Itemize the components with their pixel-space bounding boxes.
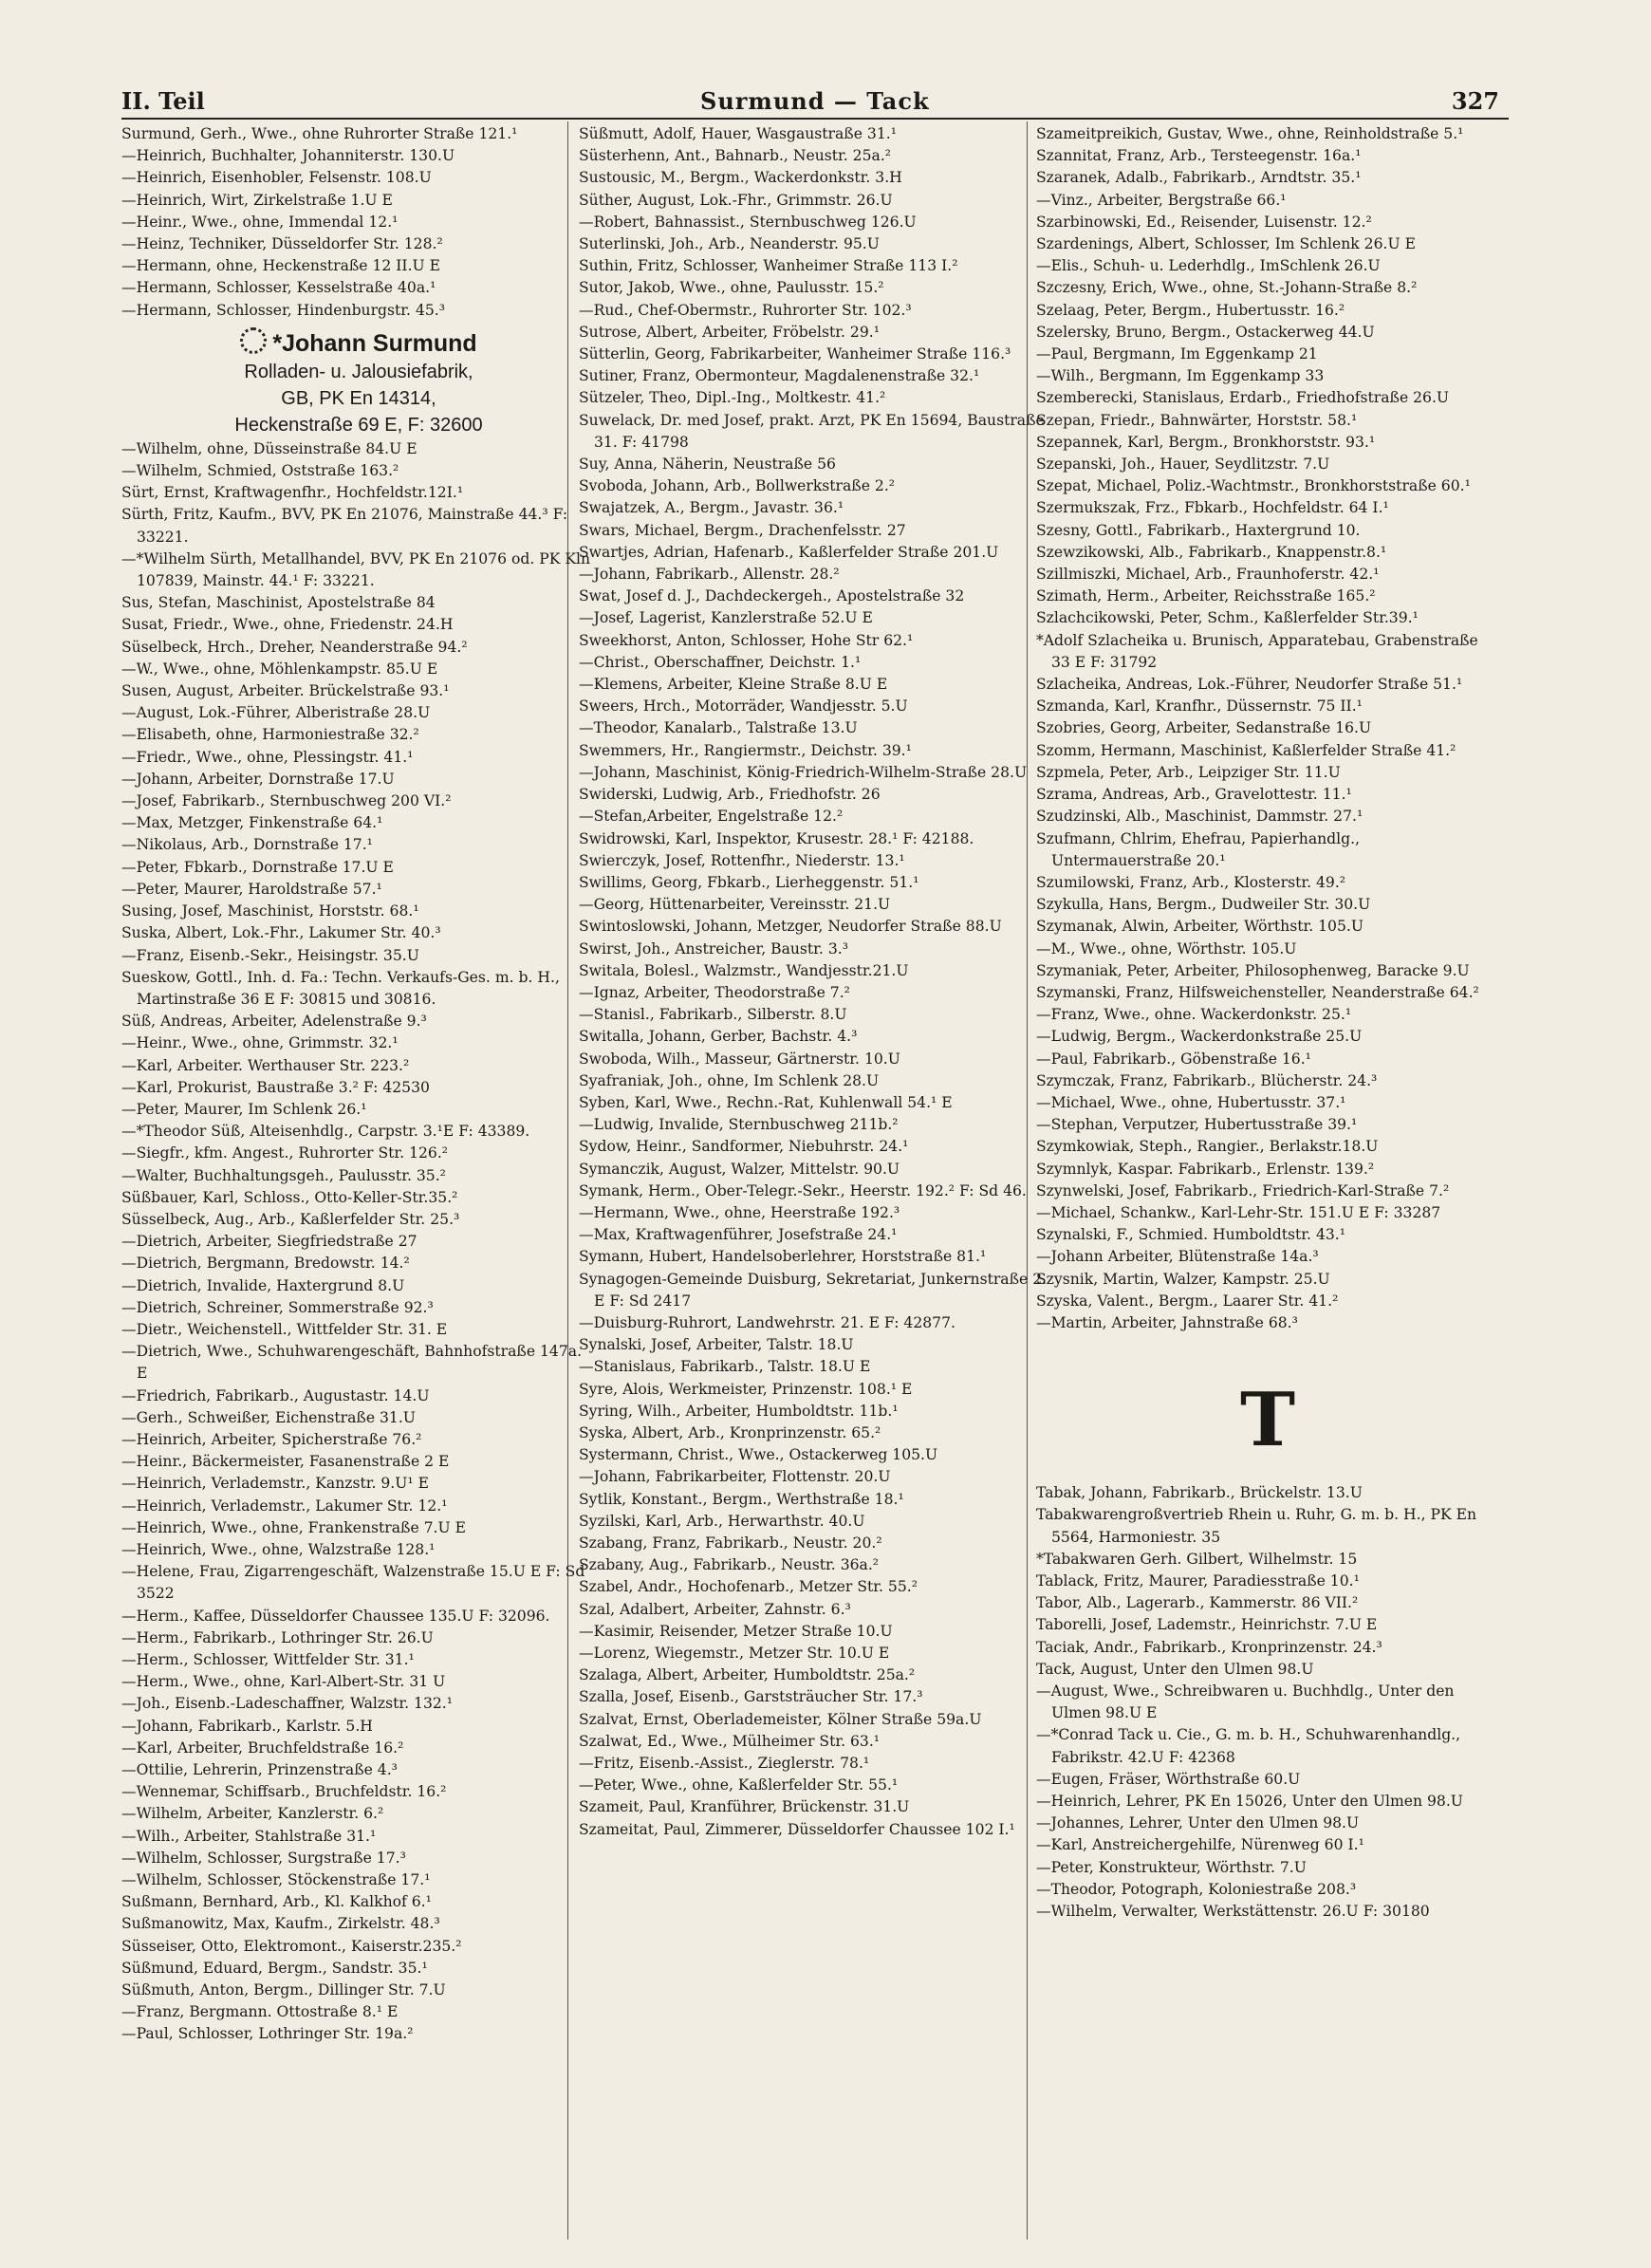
directory-entry: —Heinrich, Eisenhobler, Felsenstr. 108.U — [121, 169, 432, 187]
directory-entry: —M., Wwe., ohne, Wörthstr. 105.U — [1036, 939, 1297, 957]
directory-entry: Sutrose, Albert, Arbeiter, Fröbelstr. 29.¹ — [579, 323, 880, 341]
directory-entry: —Wilh., Bergmann, Im Eggenkamp 33 — [1036, 367, 1325, 385]
advertisement — [121, 327, 596, 438]
directory-entry: Tabakwarengroßvertrieb Rhein u. Ruhr, G. m. b. H., PK En 5564, Harmoniestr. 35 — [1036, 1506, 1477, 1546]
directory-entry: —Theodor, Kanalarb., Talstraße 13.U — [579, 719, 858, 737]
directory-entry: Swoboda, Wilh., Masseur, Gärtnerstr. 10.U — [579, 1050, 900, 1068]
directory-entry: Szobries, Georg, Arbeiter, Sedanstraße 16.U — [1036, 719, 1372, 737]
column-1-entries — [121, 438, 596, 2046]
directory-entry: Svoboda, Johann, Arb., Bollwerkstraße 2.² — [579, 477, 896, 495]
directory-entry: Susing, Josef, Maschinist, Horststr. 68.¹ — [121, 902, 419, 920]
directory-entry: Szlacheika, Andreas, Lok.-Führer, Neudorfer Straße 51.¹ — [1036, 676, 1463, 694]
directory-entry: Tack, August, Unter den Ulmen 98.U — [1036, 1660, 1314, 1678]
directory-entry: Synalski, Josef, Arbeiter, Talstr. 18.U — [579, 1336, 854, 1354]
directory-entry: —Elis., Schuh- u. Lederhdlg., ImSchlenk 26.U — [1036, 257, 1381, 275]
directory-entry: —Johann, Fabrikarb., Allenstr. 28.² — [579, 566, 840, 584]
directory-entry: —Stephan, Verputzer, Hubertusstraße 39.¹ — [1036, 1116, 1358, 1134]
directory-entry: Swat, Josef d. J., Dachdeckergeh., Apostelstraße 32 — [579, 587, 965, 605]
directory-entry: Sutor, Jakob, Wwe., ohne, Paulusstr. 15.² — [579, 279, 884, 297]
directory-entry: Swemmers, Hr., Rangiermstr., Deichstr. 39.¹ — [579, 741, 912, 759]
directory-entry: —Peter, Fbkarb., Dornstraße 17.U E — [121, 858, 394, 876]
part-label: II. Teil — [121, 87, 205, 115]
directory-entry: Szymczak, Franz, Fabrikarb., Blücherstr. 24.³ — [1036, 1071, 1378, 1089]
directory-entry: —Paul, Fabrikarb., Göbenstraße 16.¹ — [1036, 1050, 1311, 1068]
directory-entry: Sytlik, Konstant., Bergm., Werthstraße 18.¹ — [579, 1490, 904, 1508]
directory-entry: Szmanda, Karl, Kranfhr., Düssernstr. 75 II.¹ — [1036, 697, 1363, 716]
directory-entry: Szymanak, Alwin, Arbeiter, Wörthstr. 105.U — [1036, 918, 1364, 936]
directory-entry: —Heinr., Wwe., ohne, Grimmstr. 32.¹ — [121, 1034, 399, 1052]
directory-entry: —Franz, Eisenb.-Sekr., Heisingstr. 35.U — [121, 946, 419, 964]
directory-entry: Sußmanowitz, Max, Kaufm., Zirkelstr. 48.³ — [121, 1915, 440, 1933]
directory-entry: —Paul, Bergmann, Im Eggenkamp 21 — [1036, 345, 1318, 363]
directory-entry: —Johann, Fabrikarbeiter, Flottenstr. 20.U — [579, 1468, 891, 1486]
directory-entry: —W., Wwe., ohne, Möhlenkampstr. 85.U E — [121, 660, 438, 678]
directory-entry: —Johann, Arbeiter, Dornstraße 17.U — [121, 770, 395, 788]
directory-entry: Szomm, Hermann, Maschinist, Kaßlerfelder Straße 41.² — [1036, 741, 1456, 759]
directory-entry: Szalla, Josef, Eisenb., Garststräucher Str. 17.³ — [579, 1688, 923, 1706]
directory-entry: —Nikolaus, Arb., Dornstraße 17.¹ — [121, 836, 373, 854]
directory-entry: Szepannek, Karl, Bergm., Bronkhorststr. 93.¹ — [1036, 433, 1376, 451]
directory-entry: —Stanisl., Fabrikarb., Silberstr. 8.U — [579, 1006, 847, 1024]
directory-entry: Syre, Alois, Werkmeister, Prinzenstr. 108.¹ E — [579, 1380, 913, 1398]
directory-entry: —Herm., Schlosser, Wittfelder Str. 31.¹ — [121, 1651, 415, 1668]
gear-logo-icon — [240, 327, 267, 354]
directory-entry: Swidrowski, Karl, Inspektor, Krusestr. 28.¹ F: 42188. — [579, 829, 974, 847]
directory-entry: —Rud., Chef-Obermstr., Ruhrorter Str. 102.³ — [579, 301, 912, 319]
directory-entry: —Johann, Fabrikarb., Karlstr. 5.H — [121, 1717, 373, 1735]
directory-entry: Sußmann, Bernhard, Arb., Kl. Kalkhof 6.¹ — [121, 1893, 432, 1911]
directory-entry: Szepan, Friedr., Bahnwärter, Horststr. 58.¹ — [1036, 411, 1358, 429]
ad-line-1: Rolladen- u. Jalousiefabrik, — [244, 361, 473, 382]
directory-entry: Szufmann, Chlrim, Ehefrau, Papierhandlg., Untermauerstraße 20.¹ — [1036, 829, 1361, 869]
directory-entry: —Peter, Maurer, Im Schlenk 26.¹ — [121, 1100, 367, 1118]
directory-entry: —Ludwig, Bergm., Wackerdonkstraße 25.U — [1036, 1028, 1363, 1046]
column-2-entries — [579, 123, 1053, 1841]
directory-entry: Szepanski, Joh., Hauer, Seydlitzstr. 7.U — [1036, 455, 1330, 474]
directory-entry: —Siegfr., kfm. Angest., Ruhrorter Str. 126.² — [121, 1144, 449, 1162]
directory-entry: Swirst, Joh., Anstreicher, Baustr. 3.³ — [579, 939, 848, 957]
directory-entry: Swajatzek, A., Bergm., Javastr. 36.¹ — [579, 499, 844, 517]
directory-entry: —Klemens, Arbeiter, Kleine Straße 8.U E — [579, 676, 888, 694]
directory-entry: —Paul, Schlosser, Lothringer Str. 19a.² — [121, 2025, 414, 2043]
directory-entry: Süßbauer, Karl, Schloss., Otto-Keller-Str.35.² — [121, 1188, 458, 1206]
directory-entry: Synagogen-Gemeinde Duisburg, Sekretariat, Junkernstraße 2. E F: Sd 2417 — [579, 1270, 1048, 1310]
directory-entry: —Johannes, Lehrer, Unter den Ulmen 98.U — [1036, 1814, 1360, 1832]
directory-entry: —Friedr., Wwe., ohne, Plessingstr. 41.¹ — [121, 748, 414, 766]
directory-entry: —Christ., Oberschaffner, Deichstr. 1.¹ — [579, 653, 862, 671]
directory-entry: Szpmela, Peter, Arb., Leipziger Str. 11.U — [1036, 763, 1341, 781]
directory-entry: Szarbinowski, Ed., Reisender, Luisenstr. 12.² — [1036, 213, 1372, 231]
directory-entry: Tablack, Fritz, Maurer, Paradiesstraße 10.¹ — [1036, 1571, 1360, 1589]
directory-entry: Szczesny, Erich, Wwe., ohne, St.-Johann-Straße 8.² — [1036, 279, 1418, 297]
directory-entry: Suy, Anna, Näherin, Neustraße 56 — [579, 455, 836, 474]
directory-entry: Susen, August, Arbeiter. Brückelstraße 93.¹ — [121, 682, 450, 700]
directory-entry: Szymanski, Franz, Hilfsweichensteller, Neanderstraße 64.² — [1036, 983, 1479, 1001]
directory-entry: —Franz, Wwe., ohne. Wackerdonkstr. 25.¹ — [1036, 1006, 1352, 1024]
directory-entry: Szelaag, Peter, Bergm., Hubertusstr. 16.² — [1036, 301, 1345, 319]
directory-entry: —Karl, Anstreichergehilfe, Nürenweg 60 I.¹ — [1036, 1836, 1364, 1854]
directory-entry: Syafraniak, Joh., ohne, Im Schlenk 28.U — [579, 1071, 880, 1089]
directory-entry: —Duisburg-Ruhrort, Landwehrstr. 21. E F: 42877. — [579, 1313, 955, 1331]
directory-entry: Süß, Andreas, Arbeiter, Adelenstraße 9.³ — [121, 1013, 427, 1031]
directory-entry: —Dietrich, Bergmann, Bredowstr. 14.² — [121, 1255, 410, 1273]
directory-entry: Swartjes, Adrian, Hafenarb., Kaßlerfelder Straße 201.U — [579, 543, 999, 561]
directory-entry: Szermukszak, Frz., Fbkarb., Hochfeldstr. 64 I.¹ — [1036, 499, 1389, 517]
directory-entry: Szameit, Paul, Kranführer, Brückenstr. 31.U — [579, 1798, 910, 1816]
directory-entry: —Karl, Prokurist, Baustraße 3.² F: 42530 — [121, 1078, 430, 1096]
directory-entry: —Peter, Maurer, Haroldstraße 57.¹ — [121, 880, 382, 898]
directory-entry: *Adolf Szlacheika u. Brunisch, Apparatebau, Grabenstraße 33 E F: 31792 — [1036, 631, 1478, 671]
directory-entry: Syska, Albert, Arb., Kronprinzenstr. 65.² — [579, 1423, 881, 1441]
directory-entry: Szymnlyk, Kaspar. Fabrikarb., Erlenstr. 139.² — [1036, 1160, 1375, 1178]
directory-entry: —Hermann, ohne, Heckenstraße 12 II.U E — [121, 257, 441, 275]
directory-entry: Syben, Karl, Wwe., Rechn.-Rat, Kuhlenwall 54.¹ E — [579, 1093, 953, 1111]
directory-entry: Szalaga, Albert, Arbeiter, Humboldtstr. 25a.² — [579, 1666, 916, 1684]
directory-entry: —Max, Metzger, Finkenstraße 64.¹ — [121, 814, 383, 832]
directory-entry: Szewzikowski, Alb., Fabrikarb., Knappenstr.8.¹ — [1036, 543, 1387, 561]
directory-entry: —Franz, Bergmann. Ottostraße 8.¹ E — [121, 2003, 399, 2021]
header-rule — [121, 118, 1509, 120]
directory-entry: —Stanislaus, Fabrikarb., Talstr. 18.U E — [579, 1358, 871, 1376]
directory-entry: Suska, Albert, Lok.-Fhr., Lakumer Str. 40.³ — [121, 924, 441, 942]
directory-entry: —Wilhelm, Schlosser, Surgstraße 17.³ — [121, 1849, 406, 1867]
column-3-t-entries — [1036, 1482, 1499, 1923]
directory-entry: Tabor, Alb., Lagerarb., Kammerstr. 86 VII.² — [1036, 1594, 1359, 1612]
directory-entry: —Heinrich, Verlademstr., Kanzstr. 9.U¹ E — [121, 1475, 429, 1493]
directory-entry: —Ottilie, Lehrerin, Prinzenstraße 4.³ — [121, 1761, 398, 1779]
directory-entry: Szalwat, Ed., Wwe., Mülheimer Str. 63.¹ — [579, 1732, 881, 1750]
directory-entry: —Dietrich, Schreiner, Sommerstraße 92.³ — [121, 1298, 434, 1316]
directory-entry: Szalvat, Ernst, Oberlademeister, Kölner Straße 59a.U — [579, 1710, 982, 1728]
directory-entry: Sützeler, Theo, Dipl.-Ing., Moltkestr. 41.² — [579, 389, 886, 407]
directory-entry: Symank, Herm., Ober-Telegr.-Sekr., Heerstr. 192.² F: Sd 46. — [579, 1181, 1027, 1199]
directory-entry: —Georg, Hüttenarbeiter, Vereinsstr. 21.U — [579, 896, 891, 914]
directory-entry: Suthin, Fritz, Schlosser, Wanheimer Straße 113 I.² — [579, 257, 958, 275]
directory-entry: Syzilski, Karl, Arb., Herwarthstr. 40.U — [579, 1512, 865, 1530]
directory-entry: Symann, Hubert, Handelsoberlehrer, Horststraße 81.¹ — [579, 1248, 987, 1266]
directory-entry: —Heinrich, Verlademstr., Lakumer Str. 12.¹ — [121, 1497, 448, 1515]
directory-entry: —Walter, Buchhaltungsgeh., Paulusstr. 35.² — [121, 1166, 446, 1184]
directory-entry: —Theodor, Potograph, Koloniestraße 208.³ — [1036, 1880, 1357, 1898]
directory-entry: Taborelli, Josef, Lademstr., Heinrichstr. 7.U E — [1036, 1616, 1378, 1634]
column-3 — [1036, 123, 1499, 1923]
directory-entry: *Tabakwaren Gerh. Gilbert, Wilhelmstr. 15 — [1036, 1550, 1358, 1568]
directory-entry: —Ignaz, Arbeiter, Theodorstraße 7.² — [579, 983, 850, 1001]
directory-entry: —Eugen, Fräser, Wörthstraße 60.U — [1036, 1770, 1301, 1788]
directory-entry: —Karl, Arbeiter. Werthauser Str. 223.² — [121, 1056, 410, 1074]
directory-entry: Swintoslowski, Johann, Metzger, Neudorfer Straße 88.U — [579, 918, 1002, 936]
directory-entry: —Dietrich, Arbeiter, Siegfriedstraße 27 — [121, 1233, 417, 1251]
directory-entry: Süsseiser, Otto, Elektromont., Kaiserstr.235.² — [121, 1937, 462, 1955]
directory-entry: —Wilhelm, Schmied, Oststraße 163.² — [121, 462, 399, 480]
directory-entry: Szillmiszki, Michael, Arb., Fraunhoferstr. 42.¹ — [1036, 566, 1380, 584]
directory-entry: —Vinz., Arbeiter, Bergstraße 66.¹ — [1036, 191, 1287, 209]
directory-entry: Süsselbeck, Aug., Arb., Kaßlerfelder Str. 25.³ — [121, 1210, 460, 1228]
directory-entry: —Wilhelm, Verwalter, Werkstättenstr. 26.U F: 30180 — [1036, 1903, 1430, 1921]
directory-entry: Süßmutt, Adolf, Hauer, Wasgaustraße 31.¹ — [579, 125, 897, 142]
directory-entry: —Gerh., Schweißer, Eichenstraße 31.U — [121, 1408, 416, 1426]
directory-entry: —Johann, Maschinist, König-Friedrich-Wilhelm-Straße 28.U — [579, 763, 1028, 781]
directory-entry: Szlachcikowski, Peter, Schm., Kaßlerfelder Str.39.¹ — [1036, 609, 1419, 627]
directory-entry: Szameitat, Paul, Zimmerer, Düsseldorfer Chaussee 102 I.¹ — [579, 1820, 1015, 1838]
directory-entry: —Stefan,Arbeiter, Engelstraße 12.² — [579, 808, 844, 826]
directory-entry: —August, Lok.-Führer, Alberistraße 28.U — [121, 704, 431, 722]
directory-entry: Szynalski, F., Schmied. Humboldtstr. 43.¹ — [1036, 1226, 1346, 1244]
section-letter: T — [1239, 1377, 1296, 1464]
directory-entry: —Wilhelm, Arbeiter, Kanzlerstr. 6.² — [121, 1805, 384, 1823]
directory-entry: —Heinz, Techniker, Düsseldorfer Str. 128.² — [121, 235, 443, 253]
directory-entry: —Dietr., Weichenstell., Wittfelder Str. 31. E — [121, 1320, 448, 1338]
directory-entry: Susat, Friedr., Wwe., ohne, Friedenstr. 24.H — [121, 616, 454, 634]
directory-entry: Sutiner, Franz, Obermonteur, Magdalenenstraße 32.¹ — [579, 367, 980, 385]
directory-entry: —Dietrich, Wwe., Schuhwarengeschäft, Bahnhofstraße 147a. E — [121, 1343, 583, 1383]
directory-entry: —Helene, Frau, Zigarrengeschäft, Walzenstraße 15.U E F: Sd 3522 — [121, 1563, 585, 1603]
directory-entry: Szimath, Herm., Arbeiter, Reichsstraße 165.² — [1036, 587, 1376, 605]
directory-entry: Symanczik, August, Walzer, Mittelstr. 90.U — [579, 1160, 900, 1178]
directory-entry: Süsterhenn, Ant., Bahnarb., Neustr. 25a.² — [579, 147, 892, 165]
directory-entry: Szardenings, Albert, Schlosser, Im Schlenk 26.U E — [1036, 235, 1416, 253]
directory-entry: —Heinrich, Lehrer, PK En 15026, Unter den Ulmen 98.U — [1036, 1793, 1463, 1811]
directory-entry: —Peter, Konstrukteur, Wörthstr. 7.U — [1036, 1858, 1307, 1876]
directory-entry: —Ludwig, Invalide, Sternbuschweg 211b.² — [579, 1116, 899, 1134]
directory-entry: —Lorenz, Wiegemstr., Metzer Str. 10.U E — [579, 1645, 890, 1663]
directory-entry: Sürt, Ernst, Kraftwagenfhr., Hochfeldstr.12I.¹ — [121, 484, 464, 502]
directory-entry: —Peter, Wwe., ohne, Kaßlerfelder Str. 55.¹ — [579, 1776, 899, 1794]
directory-entry: Swars, Michael, Bergm., Drachenfelsstr. 27 — [579, 521, 906, 539]
ad-name: *Johann Surmund — [272, 329, 477, 357]
directory-entry: Szabang, Franz, Fabrikarb., Neustr. 20.² — [579, 1534, 882, 1552]
directory-entry: —Wilh., Arbeiter, Stahlstraße 31.¹ — [121, 1827, 377, 1845]
directory-entry: —Johann Arbeiter, Blütenstraße 14a.³ — [1036, 1248, 1319, 1266]
directory-entry: Szelersky, Bruno, Bergm., Ostackerweg 44.U — [1036, 323, 1375, 341]
directory-entry: —*Conrad Tack u. Cie., G. m. b. H., Schuhwarenhandlg., Fabrikstr. 42.U F: 42368 — [1036, 1726, 1461, 1766]
directory-entry: Szabel, Andr., Hochofenarb., Metzer Str. 55.² — [579, 1578, 918, 1596]
directory-entry: Szesny, Gottl., Fabrikarb., Haxtergrund 10. — [1036, 521, 1361, 539]
directory-entry: Sydow, Heinr., Sandformer, Niebuhrstr. 24.¹ — [579, 1138, 909, 1156]
directory-entry: —Herm., Wwe., ohne, Karl-Albert-Str. 31 U — [121, 1673, 446, 1691]
directory-entry: —Herm., Fabrikarb., Lothringer Str. 26.U — [121, 1628, 434, 1646]
directory-entry: Szaranek, Adalb., Fabrikarb., Arndtstr. 35.¹ — [1036, 169, 1362, 187]
directory-entry: —Josef, Lagerist, Kanzlerstraße 52.U E — [579, 609, 873, 627]
directory-entry: Syring, Wilh., Arbeiter, Humboldtstr. 11b.¹ — [579, 1402, 899, 1420]
directory-entry: Sweekhorst, Anton, Schlosser, Hohe Str 62.¹ — [579, 631, 914, 649]
directory-entry: Süther, August, Lok.-Fhr., Grimmstr. 26.U — [579, 191, 893, 209]
directory-entry: —Kasimir, Reisender, Metzer Straße 10.U — [579, 1622, 893, 1640]
directory-entry: —Michael, Schankw., Karl-Lehr-Str. 151.U E F: 33287 — [1036, 1203, 1441, 1221]
directory-entry: —Dietrich, Invalide, Haxtergrund 8.U — [121, 1276, 405, 1294]
directory-entry: Surmund, Gerh., Wwe., ohne Ruhrorter Straße 121.¹ — [121, 125, 518, 142]
directory-entry: —August, Wwe., Schreibwaren u. Buchhdlg., Unter den Ulmen 98.U E — [1036, 1682, 1455, 1722]
directory-entry: —Martin, Arbeiter, Jahnstraße 68.³ — [1036, 1313, 1298, 1331]
column-3-s-entries — [1036, 123, 1499, 1334]
directory-entry: —Karl, Arbeiter, Bruchfeldstraße 16.² — [121, 1738, 404, 1757]
directory-entry: Szrama, Andreas, Arb., Gravelottestr. 11.¹ — [1036, 786, 1352, 804]
directory-entry: —Hermann, Wwe., ohne, Heerstraße 192.³ — [579, 1203, 900, 1221]
directory-entry: Suterlinski, Joh., Arb., Neanderstr. 95.U — [579, 235, 880, 253]
directory-entry: —Michael, Wwe., ohne, Hubertusstr. 37.¹ — [1036, 1093, 1346, 1111]
directory-entry: Süßmund, Eduard, Bergm., Sandstr. 35.¹ — [121, 1959, 428, 1977]
directory-entry: —Hermann, Schlosser, Hindenburgstr. 45.³ — [121, 301, 445, 319]
directory-entry: —Fritz, Eisenb.-Assist., Zieglerstr. 78.¹ — [579, 1755, 870, 1773]
directory-entry: Swierczyk, Josef, Rottenfhr., Niederstr. 13.¹ — [579, 851, 905, 869]
directory-entry: —Heinrich, Wwe., ohne, Walzstraße 128.¹ — [121, 1540, 436, 1558]
directory-entry: Sütterlin, Georg, Fabrikarbeiter, Wanheimer Straße 116.³ — [579, 345, 1011, 363]
column-1-top-entries — [121, 123, 596, 322]
directory-entry: —Wilhelm, ohne, Düsseinstraße 84.U E — [121, 439, 417, 457]
directory-entry: Szemberecki, Stanislaus, Erdarb., Friedhofstraße 26.U — [1036, 389, 1450, 407]
directory-entry: —Robert, Bahnassist., Sternbuschweg 126.U — [579, 213, 917, 231]
directory-entry: —Hermann, Schlosser, Kesselstraße 40a.¹ — [121, 279, 436, 297]
directory-entry: —Heinrich, Buchhalter, Johanniterstr. 130.U — [121, 147, 455, 165]
directory-entry: Switala, Bolesl., Walzmstr., Wandjesstr.21.U — [579, 961, 909, 979]
name-range: Surmund — Tack — [700, 87, 930, 115]
directory-entry: Switalla, Johann, Gerber, Bachstr. 4.³ — [579, 1028, 858, 1046]
directory-entry: Szyska, Valent., Bergm., Laarer Str. 41.² — [1036, 1292, 1339, 1310]
directory-entry: Szymkowiak, Steph., Rangier., Berlakstr.18.U — [1036, 1138, 1379, 1156]
column-1 — [121, 123, 596, 2046]
directory-entry: —Max, Kraftwagenführer, Josefstraße 24.¹ — [579, 1226, 898, 1244]
directory-entry: Sürth, Fritz, Kaufm., BVV, PK En 21076, Mainstraße 44.³ F: 33221. — [121, 506, 568, 546]
directory-entry: Szynwelski, Josef, Fabrikarb., Friedrich-Karl-Straße 7.² — [1036, 1181, 1450, 1199]
directory-entry: Süselbeck, Hrch., Dreher, Neanderstraße 94.² — [121, 638, 468, 656]
ad-line-2: GB, PK En 14314, — [281, 387, 436, 409]
directory-entry: Szymaniak, Peter, Arbeiter, Philosophenweg, Baracke 9.U — [1036, 961, 1470, 979]
directory-entry: Sweers, Hrch., Motorräder, Wandjesstr. 5.U — [579, 697, 908, 716]
directory-entry: —Josef, Fabrikarb., Sternbuschweg 200 VI.² — [121, 792, 452, 810]
directory-entry: —Heinr., Wwe., ohne, Immendal 12.¹ — [121, 213, 399, 231]
directory-entry: Sustousic, M., Bergm., Wackerdonkstr. 3.H — [579, 169, 902, 187]
directory-entry: Szykulla, Hans, Bergm., Dudweiler Str. 30.U — [1036, 896, 1371, 914]
directory-entry: Süßmuth, Anton, Bergm., Dillinger Str. 7.U — [121, 1981, 446, 1999]
directory-entry: Szepat, Michael, Poliz.-Wachtmstr., Bronkhorststraße 60.¹ — [1036, 477, 1471, 495]
directory-entry: Tabak, Johann, Fabrikarb., Brückelstr. 13.U — [1036, 1484, 1363, 1502]
directory-entry: —Heinrich, Arbeiter, Spicherstraße 76.² — [121, 1430, 422, 1448]
directory-entry: Suwelack, Dr. med Josef, prakt. Arzt, PK En 15694, Baustraße 31. F: 41798 — [579, 411, 1045, 451]
directory-entry: Szal, Adalbert, Arbeiter, Zahnstr. 6.³ — [579, 1600, 851, 1618]
directory-entry: Sus, Stefan, Maschinist, Apostelstraße 84 — [121, 594, 436, 612]
directory-entry: —Heinrich, Wirt, Zirkelstraße 1.U E — [121, 191, 393, 209]
directory-entry: Sueskow, Gottl., Inh. d. Fa.: Techn. Verkaufs-Ges. m. b. H., Martinstraße 36 E F: 30815 und 30816. — [121, 968, 560, 1008]
directory-entry: Swillims, Georg, Fbkarb., Lierheggenstr. 51.¹ — [579, 873, 919, 891]
directory-entry: Taciak, Andr., Fabrikarb., Kronprinzenstr. 24.³ — [1036, 1638, 1382, 1656]
directory-entry: —Wennemar, Schiffsarb., Bruchfeldstr. 16.² — [121, 1783, 447, 1801]
directory-entry: —Herm., Kaffee, Düsseldorfer Chaussee 135.U F: 32096. — [121, 1607, 550, 1625]
column-2 — [579, 123, 1053, 1841]
directory-entry: Szudzinski, Alb., Maschinist, Dammstr. 27.¹ — [1036, 808, 1363, 826]
directory-entry: Szabany, Aug., Fabrikarb., Neustr. 36a.² — [579, 1556, 880, 1574]
directory-entry: Swiderski, Ludwig, Arb., Friedhofstr. 26 — [579, 786, 881, 804]
directory-entry: —Joh., Eisenb.-Ladeschaffner, Walzstr. 132.¹ — [121, 1695, 454, 1713]
directory-entry: —*Wilhelm Sürth, Metallhandel, BVV, PK En 21076 od. PK Kln 107839, Mainstr. 44.¹ F: 33221. — [121, 549, 591, 590]
directory-entry: —Wilhelm, Schlosser, Stöckenstraße 17.¹ — [121, 1871, 431, 1889]
directory-entry: Szumilowski, Franz, Arb., Klosterstr. 49.² — [1036, 873, 1346, 891]
directory-entry: Szysnik, Martin, Walzer, Kampstr. 25.U — [1036, 1270, 1330, 1288]
directory-entry: —Heinr., Bäckermeister, Fasanenstraße 2 E — [121, 1453, 450, 1471]
directory-entry: —Friedrich, Fabrikarb., Augustastr. 14.U — [121, 1386, 430, 1404]
directory-entry: Szannitat, Franz, Arb., Tersteegenstr. 16a.¹ — [1036, 147, 1362, 165]
directory-entry: —Heinrich, Wwe., ohne, Frankenstraße 7.U E — [121, 1518, 466, 1536]
page-number: 327 — [1451, 87, 1499, 115]
directory-entry: Szameitpreikich, Gustav, Wwe., ohne, Reinholdstraße 5.¹ — [1036, 125, 1464, 142]
ad-line-3: Heckenstraße 69 E, F: 32600 — [234, 414, 483, 436]
directory-entry: Systermann, Christ., Wwe., Ostackerweg 105.U — [579, 1446, 938, 1464]
directory-entry: —Elisabeth, ohne, Harmoniestraße 32.² — [121, 726, 419, 744]
directory-entry: —*Theodor Süß, Alteisenhdlg., Carpstr. 3.¹E F: 43389. — [121, 1123, 530, 1141]
